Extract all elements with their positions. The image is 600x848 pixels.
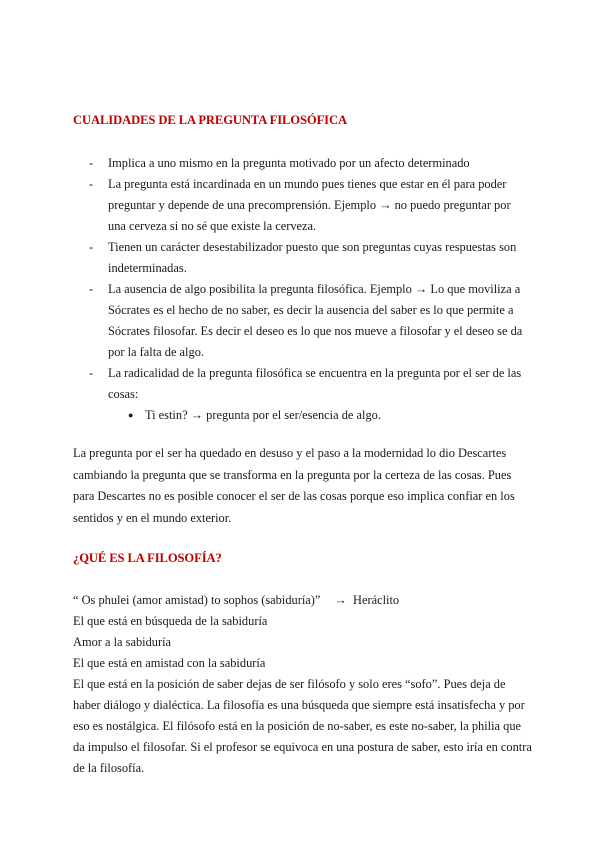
arrow-icon: → [334, 593, 347, 607]
list-item-text: Tienen un carácter desestabilizador puesto que son preguntas cuyas respuestas son indeterminadas. [108, 240, 517, 275]
dash-marker: - [89, 156, 94, 170]
dash-marker: - [89, 240, 94, 254]
paragraph-descartes: La pregunta por el ser ha quedado en desuso y el paso a la modernidad lo dio Descartes cambiando la pregunta que se transforma en la pregunta por la certeza de las cosas. Pues para Descartes no es posible conocer el ser de las cosas porque eso implica confiar en los sentidos y en el mundo exterior. [73, 446, 515, 525]
quote-author: Heráclito [353, 593, 400, 607]
definition-line: El que está en búsqueda de la sabiduría [73, 614, 268, 628]
paragraph-filosofo: El que está en la posición de saber dejas de ser filósofo y solo eres “sofo”. Pues deja de haber diálogo y dialéctica. La filosofía es una búsqueda que siempre está insatisfecha y por eso es nostálgica. El filósofo está en la posición de no-saber, es este no-saber, la philia que da impulso el filosofar. Si el profesor se equivoca en una postura de saber, esto iría en contra de la filosofía. [73, 677, 532, 775]
section-heading-que-es-filosofia: ¿QUÉ ES LA FILOSOFÍA? [73, 551, 222, 565]
sub-list-item-text: Ti estin? → pregunta por el ser/esencia de algo. [145, 408, 381, 422]
list-item-text: Implica a uno mismo en la pregunta motivado por un afecto determinado [108, 156, 470, 170]
list-item [0, 279, 600, 363]
list-item-text: La ausencia de algo posibilita la pregunta filosófica. Ejemplo → Lo que moviliza a Sócrates es el hecho de no saber, es decir la ausencia del saber es lo que permite a Sócrates filosofar. Es decir el deseo es lo que nos mueve a filosofar y el deseo se da por la falta de algo. [108, 282, 523, 359]
list-item [0, 174, 600, 237]
bullet-icon: ● [128, 410, 134, 420]
dash-marker: - [89, 366, 94, 380]
list-item-text: La radicalidad de la pregunta filosófica se encuentra en la pregunta por el ser de las cosas: [108, 366, 522, 401]
definition-line: El que está en amistad con la sabiduría [73, 656, 266, 670]
definition-line: Amor a la sabiduría [73, 635, 172, 649]
dash-marker: - [89, 177, 94, 191]
filosofia-section-body [73, 590, 533, 779]
sub-list-item [0, 405, 600, 426]
list-item-text: La pregunta está incardinada en un mundo pues tienes que estar en él para poder preguntar y depende de una precomprensión. Ejemplo → no puedo preguntar por una cerveza si no sé que existe la cerveza. [108, 177, 511, 233]
list-item [0, 153, 600, 174]
quote-text: “ Os phulei (amor amistad) to sophos (sabiduría)” [73, 593, 321, 607]
dash-marker: - [89, 282, 94, 296]
section-heading-cualidades: CUALIDADES DE LA PREGUNTA FILOSÓFICA [73, 113, 347, 127]
list-item [0, 363, 600, 405]
qualities-list [0, 153, 600, 426]
quote-line [73, 590, 533, 611]
list-item [0, 237, 600, 279]
